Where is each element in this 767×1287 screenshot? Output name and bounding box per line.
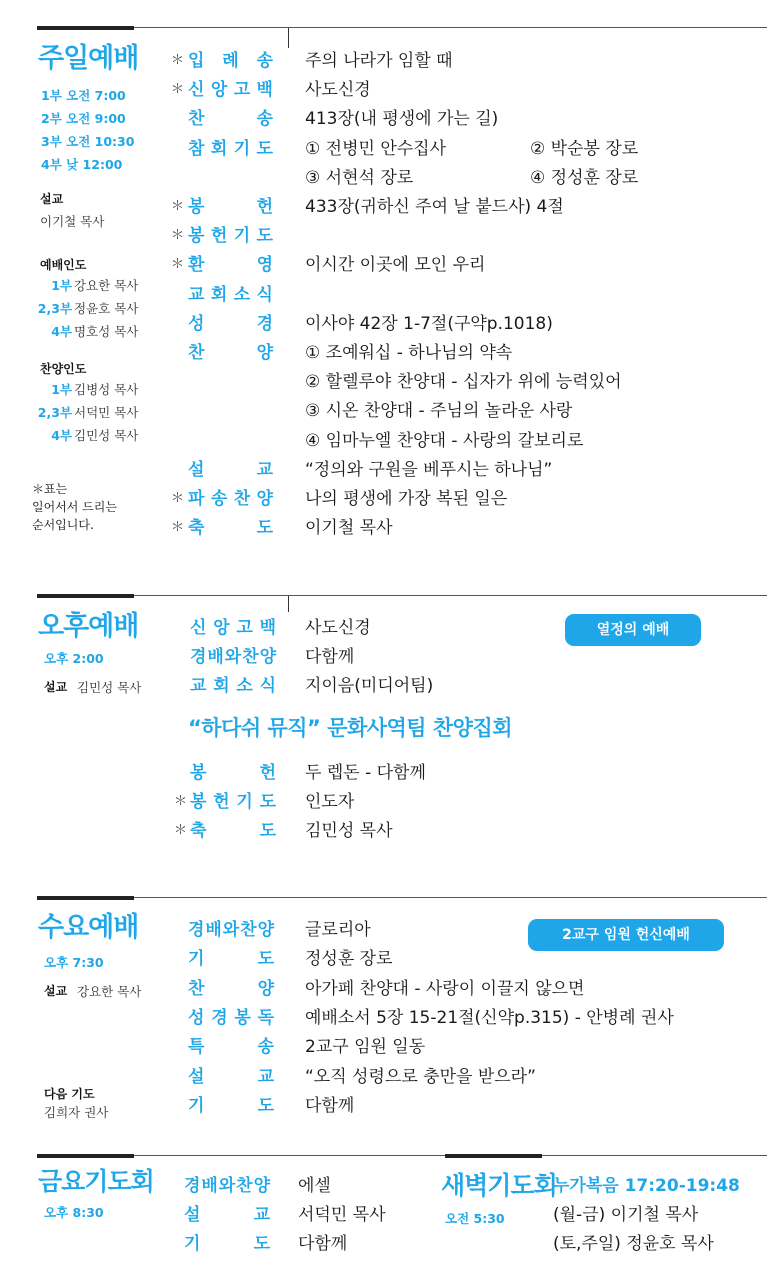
order-value: 413장(내 평생에 가는 길): [305, 109, 499, 130]
praise-name: 김병성 목사: [74, 382, 139, 397]
order-label: 봉 헌 기 도: [190, 792, 276, 812]
praise-label: 찬양인도: [40, 362, 87, 376]
order-label: 봉 헌: [190, 763, 276, 783]
section-divider: [134, 27, 767, 28]
order-label: 찬 송: [188, 109, 273, 130]
order-label: 경 배 와 찬 양: [190, 647, 276, 667]
order-label: 봉 헌 기 도: [188, 226, 273, 247]
star-mark: ＊: [171, 491, 185, 506]
leader-part: 1부: [51, 278, 72, 293]
service-time: 3부 오전 10:30: [41, 134, 135, 149]
order-value: 예배소서 5장 15-21절(신약p.315) - 안병례 권사: [305, 1007, 674, 1028]
order-value: 지이음(미디어팀): [305, 676, 434, 696]
praise-name: 김민성 목사: [74, 428, 139, 443]
order-label: 교 회 소 식: [190, 676, 276, 696]
leader-part: 2,3부: [37, 301, 72, 316]
order-label: 봉 헌: [188, 197, 273, 217]
order-value: 에셀: [298, 1176, 331, 1196]
order-value: 아가페 찬양대 - 사랑이 이끌지 않으면: [305, 978, 585, 999]
order-label: 경 배 와 찬 양: [184, 1176, 270, 1196]
order-label: 신 앙 고 백: [188, 80, 273, 101]
service-time: 2부 오전 9:00: [41, 111, 126, 126]
order-label: 환 영: [188, 255, 273, 276]
sermon-label: 설교: [40, 192, 64, 206]
dawn-line: (월-금) 이기철 목사: [553, 1205, 699, 1225]
dawn-time: 오전 5:30: [445, 1211, 505, 1226]
star-mark: ＊: [171, 53, 185, 68]
order-label: 기 도: [188, 1095, 274, 1116]
star-mark: ＊: [171, 520, 185, 536]
leader-name: 강요한 목사: [74, 278, 139, 293]
star-mark: ＊: [174, 794, 188, 809]
afternoon-sermon-label: 설교: [44, 680, 68, 694]
order-label: 성 경: [188, 313, 273, 334]
leader-label: 예배인도: [40, 258, 87, 272]
order-value: 이기철 목사: [305, 518, 393, 539]
wednesday-title: 수요예배: [38, 912, 139, 943]
order-value: 이시간 이곳에 모인 우리: [305, 255, 486, 276]
afternoon-sermon-value: 김민성 목사: [77, 680, 142, 695]
order-value: ② 할렐루야 찬양대 - 십자가 위에 능력있어: [305, 372, 622, 393]
star-mark: ＊: [171, 199, 185, 214]
order-value-2: ④ 정성훈 장로: [530, 167, 639, 188]
order-label: 설 교: [188, 459, 273, 480]
order-value-2: ② 박순봉 장로: [530, 138, 639, 159]
order-value: ④ 임마누엘 찬양대 - 사랑의 갈보리로: [305, 430, 584, 451]
section-divider-thick: [37, 896, 134, 900]
order-value: 2교구 임원 일동: [305, 1037, 426, 1058]
order-value: ③ 시온 찬양대 - 주님의 놀라운 사랑: [305, 401, 573, 422]
praise-part: 1부: [51, 382, 72, 397]
star-mark: ＊: [171, 82, 185, 98]
order-label: 설 교: [188, 1066, 274, 1087]
divider-tick: [288, 596, 289, 612]
service-time: 1부 오전 7:00: [41, 88, 126, 103]
order-value: 사도신경: [305, 80, 371, 101]
order-value: 정성훈 장로: [305, 949, 393, 970]
order-value: “정의와 구원을 베푸시는 하나님”: [305, 459, 553, 480]
order-label: 입 례 송: [188, 51, 273, 71]
order-label: 찬 양: [188, 343, 273, 363]
praise-part: 2,3부: [37, 405, 72, 420]
praise-part: 4부: [51, 428, 72, 443]
section-divider-thick: [445, 1154, 542, 1158]
order-value: 다함께: [305, 1095, 355, 1116]
order-label: 경 배 와 찬 양: [188, 920, 274, 940]
afternoon-title: 오후예배: [38, 611, 139, 642]
order-value: 다함께: [305, 647, 355, 667]
star-mark: ＊: [174, 823, 188, 838]
section-divider-thick: [37, 1154, 134, 1158]
friday-title: 금요기도회: [38, 1167, 154, 1196]
section-divider-thick: [37, 26, 134, 30]
leader-name: 정윤호 목사: [74, 301, 139, 316]
dawn-title: 새벽기도회: [441, 1171, 557, 1200]
note-line: ＊표는: [32, 482, 68, 496]
friday-time: 오후 8:30: [44, 1205, 104, 1220]
order-value: ① 조예워십 - 하나님의 약속: [305, 343, 513, 363]
note-line: 일어서서 드리는: [32, 500, 117, 514]
order-label: 찬 양: [188, 978, 274, 999]
order-label: 축 도: [188, 518, 273, 539]
dawn-line: (토,주일) 정윤호 목사: [553, 1234, 714, 1254]
order-label: 특 송: [188, 1037, 274, 1058]
order-value: 김민성 목사: [305, 821, 393, 841]
star-mark: ＊: [171, 257, 185, 273]
order-label: 기 도: [188, 949, 274, 970]
order-label: 설 교: [184, 1205, 270, 1225]
order-label: 신 앙 고 백: [190, 618, 276, 638]
wednesday-sermon-label: 설교: [44, 984, 68, 998]
order-value: 나의 평생에 가장 복된 일은: [305, 489, 508, 509]
order-label: 성 경 봉 독: [188, 1007, 274, 1028]
order-value: 주의 나라가 임할 때: [305, 51, 453, 71]
sermon-value: 이기철 목사: [40, 214, 105, 229]
order-label: 기 도: [184, 1234, 270, 1254]
next-prayer-label: 다음 기도: [44, 1087, 95, 1101]
order-value: “오직 성령으로 충만을 받으라”: [305, 1066, 536, 1087]
star-mark: ＊: [171, 228, 185, 244]
service-time: 4부 낮 12:00: [41, 157, 123, 172]
order-value: 다함께: [298, 1234, 348, 1254]
order-value: 이사야 42장 1-7절(구약p.1018): [305, 313, 553, 334]
order-value: 두 렙돈 - 다함께: [305, 763, 426, 783]
sunday-title: 주일예배: [38, 43, 139, 74]
leader-name: 명호성 목사: [74, 324, 139, 339]
order-value: 서덕민 목사: [298, 1205, 386, 1225]
next-prayer-value: 김희자 권사: [44, 1105, 109, 1120]
order-label: 축 도: [190, 821, 276, 841]
leader-part: 4부: [51, 324, 72, 339]
order-value: 인도자: [305, 792, 355, 812]
wednesday-time: 오후 7:30: [44, 955, 104, 970]
dawn-line: 누가복음 17:20-19:48: [553, 1176, 740, 1196]
order-label: 참 회 기 도: [188, 138, 273, 159]
section-divider-thick: [37, 594, 134, 598]
order-value: 433장(귀하신 주여 날 붙드사) 4절: [305, 197, 564, 217]
section-divider: [134, 897, 767, 898]
order-value: ① 전병민 안수집사: [305, 138, 447, 159]
wednesday-badge: 2교구 임원 헌신예배: [528, 919, 724, 951]
note-line: 순서입니다.: [32, 518, 94, 532]
praise-name: 서덕민 목사: [74, 405, 139, 420]
order-value: ③ 서현석 장로: [305, 167, 414, 188]
order-label: 파 송 찬 양: [188, 489, 273, 509]
afternoon-banner: “하다쉬 뮤직” 문화사역팀 찬양집회: [188, 716, 513, 740]
afternoon-time: 오후 2:00: [44, 651, 104, 666]
section-divider: [134, 595, 767, 596]
order-label: 교 회 소 식: [188, 284, 273, 305]
order-value: 글로리아: [305, 920, 371, 940]
divider-tick: [288, 28, 289, 48]
wednesday-sermon-value: 강요한 목사: [77, 984, 142, 999]
order-value: 사도신경: [305, 618, 371, 638]
afternoon-badge: 열정의 예배: [565, 614, 701, 646]
